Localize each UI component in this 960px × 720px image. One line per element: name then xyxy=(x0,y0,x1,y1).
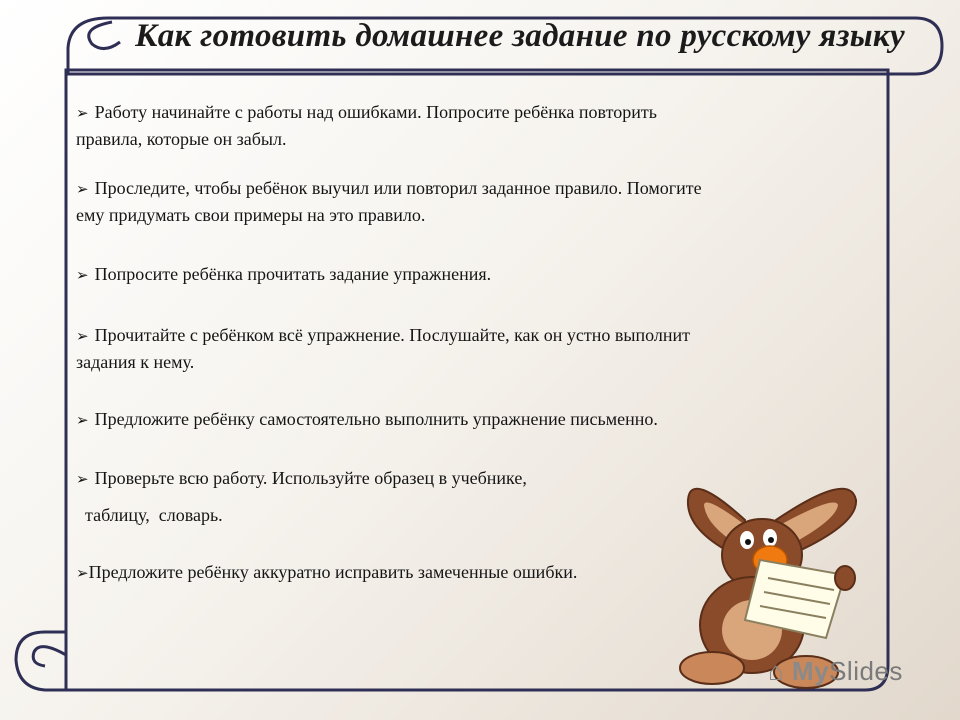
page-title: Как готовить домашнее задание по русскому языку xyxy=(135,18,905,54)
item-text-cont: правила, которые он забыл. xyxy=(76,129,287,149)
logo-prefix: My xyxy=(791,656,830,686)
item-text: Прочитайте с ребёнком всё упражнение. Послушайте, как он устно выполнит xyxy=(94,325,690,345)
list-item xyxy=(76,323,866,375)
arrow-bullet-icon: ➢ xyxy=(76,268,89,284)
item-text: Предложите ребёнку самостоятельно выполнить упражнение письменно. xyxy=(94,409,658,429)
list-item xyxy=(76,560,866,587)
list-item xyxy=(76,176,866,228)
myslides-logo xyxy=(768,656,903,687)
item-text-cont: таблицу, словарь. xyxy=(76,505,223,525)
list-item xyxy=(76,100,866,152)
arrow-bullet-icon: ➢ xyxy=(76,182,89,198)
list-item xyxy=(76,407,866,434)
list-item xyxy=(76,262,866,289)
arrow-bullet-icon: ➢ xyxy=(76,472,89,488)
logo-suffix: Slides xyxy=(829,656,903,686)
arrow-bullet-icon: ➢ xyxy=(76,413,89,429)
list-item xyxy=(76,466,866,528)
item-text: Работу начинайте с работы над ошибками. Попросите ребёнка повторить xyxy=(94,102,657,122)
item-text: Проследите, чтобы ребёнок выучил или повторил заданное правило. Помогите xyxy=(94,178,702,198)
item-text: Предложите ребёнку аккуратно исправить замеченные ошибки. xyxy=(88,562,578,582)
item-text: Попросите ребёнка прочитать задание упражнения. xyxy=(94,264,492,284)
arrow-bullet-icon: ➢ xyxy=(76,329,89,345)
arrow-bullet-icon: ➢ xyxy=(76,566,89,582)
item-text-cont: ему придумать свои примеры на это правило. xyxy=(76,205,426,225)
item-text: Проверьте всю работу. Используйте образец в учебнике, xyxy=(94,468,527,488)
instructions-list xyxy=(76,100,866,587)
graduation-cap-icon: ⌂ xyxy=(768,656,785,686)
item-text-cont: задания к нему. xyxy=(76,352,195,372)
arrow-bullet-icon: ➢ xyxy=(76,106,89,122)
